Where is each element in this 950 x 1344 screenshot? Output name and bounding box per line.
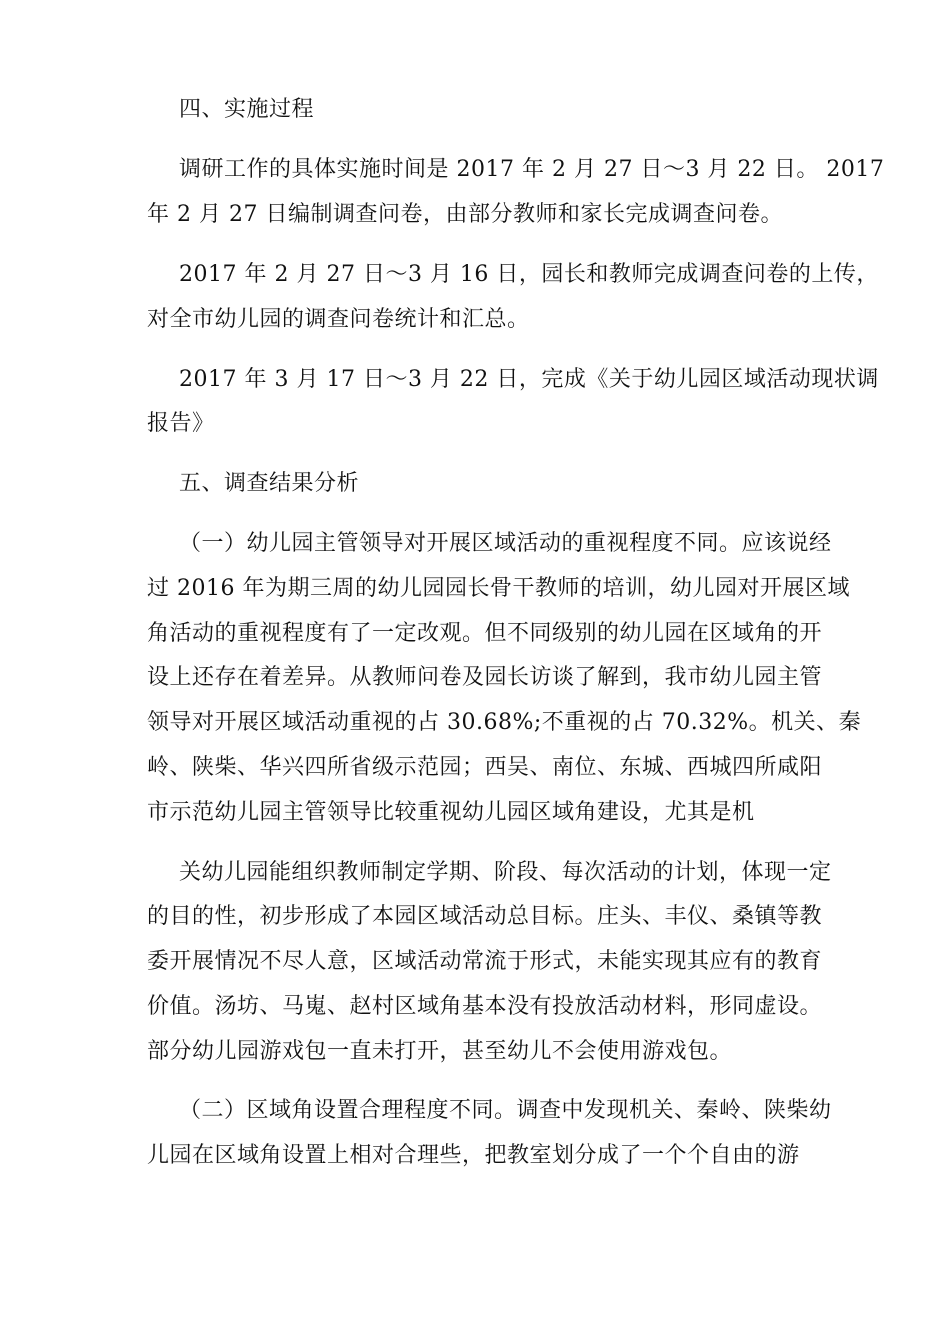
paragraph-line: （二）区域角设置合理程度不同。调查中发现机关、秦岭、陕柴幼 — [179, 1098, 832, 1123]
paragraph-line: 儿园在区域角设置上相对合理些，把教室划分成了一个个自由的游 — [147, 1143, 800, 1168]
paragraph-line: 设上还存在着差异。从教师问卷及园长访谈了解到，我市幼儿园主管 — [147, 665, 823, 690]
paragraph-line: 调研工作的具体实施时间是 2017 年 2 月 27 日～3 月 22 日。 2017 — [179, 157, 885, 182]
paragraph-line: 年 2 月 27 日编制调查问卷，由部分教师和家长完成调查问卷。 — [147, 202, 783, 227]
paragraph-line: 岭、陕柴、华兴四所省级示范园；西吴、南位、东城、西城四所咸阳 — [147, 755, 823, 780]
paragraph-line: 市示范幼儿园主管领导比较重视幼儿园区域角建设，尤其是机 — [147, 800, 755, 825]
paragraph-line: 角活动的重视程度有了一定改观。但不同级别的幼儿园在区域角的开 — [147, 621, 823, 646]
paragraph-line: 的目的性，初步形成了本园区域活动总目标。庄头、丰仪、桑镇等教 — [147, 904, 823, 929]
paragraph-line: （一）幼儿园主管领导对开展区域活动的重视程度不同。应该说经 — [179, 531, 832, 556]
paragraph-line: 2017 年 3 月 17 日～3 月 22 日，完成《关于幼儿园区域活动现状调 — [179, 367, 879, 392]
paragraph-line: 对全市幼儿园的调查问卷统计和汇总。 — [147, 307, 530, 332]
paragraph-line: 领导对开展区域活动重视的占 30.68%;不重视的占 70.32%。机关、秦 — [147, 710, 862, 735]
paragraph-line: 价值。汤坊、马嵬、赵村区域角基本没有投放活动材料，形同虚设。 — [147, 994, 823, 1019]
paragraph-line: 委开展情况不尽人意，区域活动常流于形式，未能实现其应有的教育 — [147, 949, 823, 974]
paragraph-line: 部分幼儿园游戏包一直未打开，甚至幼儿不会使用游戏包。 — [147, 1039, 733, 1064]
section-heading-analysis: 五、调查结果分析 — [179, 471, 360, 496]
paragraph-line: 关幼儿园能组织教师制定学期、阶段、每次活动的计划，体现一定 — [179, 860, 832, 885]
paragraph-line: 报告》 — [147, 411, 215, 436]
paragraph-line: 2017 年 2 月 27 日～3 月 16 日，园长和教师完成调查问卷的上传， — [179, 262, 879, 287]
paragraph-line: 过 2016 年为期三周的幼儿园园长骨干教师的培训，幼儿园对开展区域 — [147, 576, 850, 601]
section-heading-implementation: 四、实施过程 — [179, 97, 315, 122]
